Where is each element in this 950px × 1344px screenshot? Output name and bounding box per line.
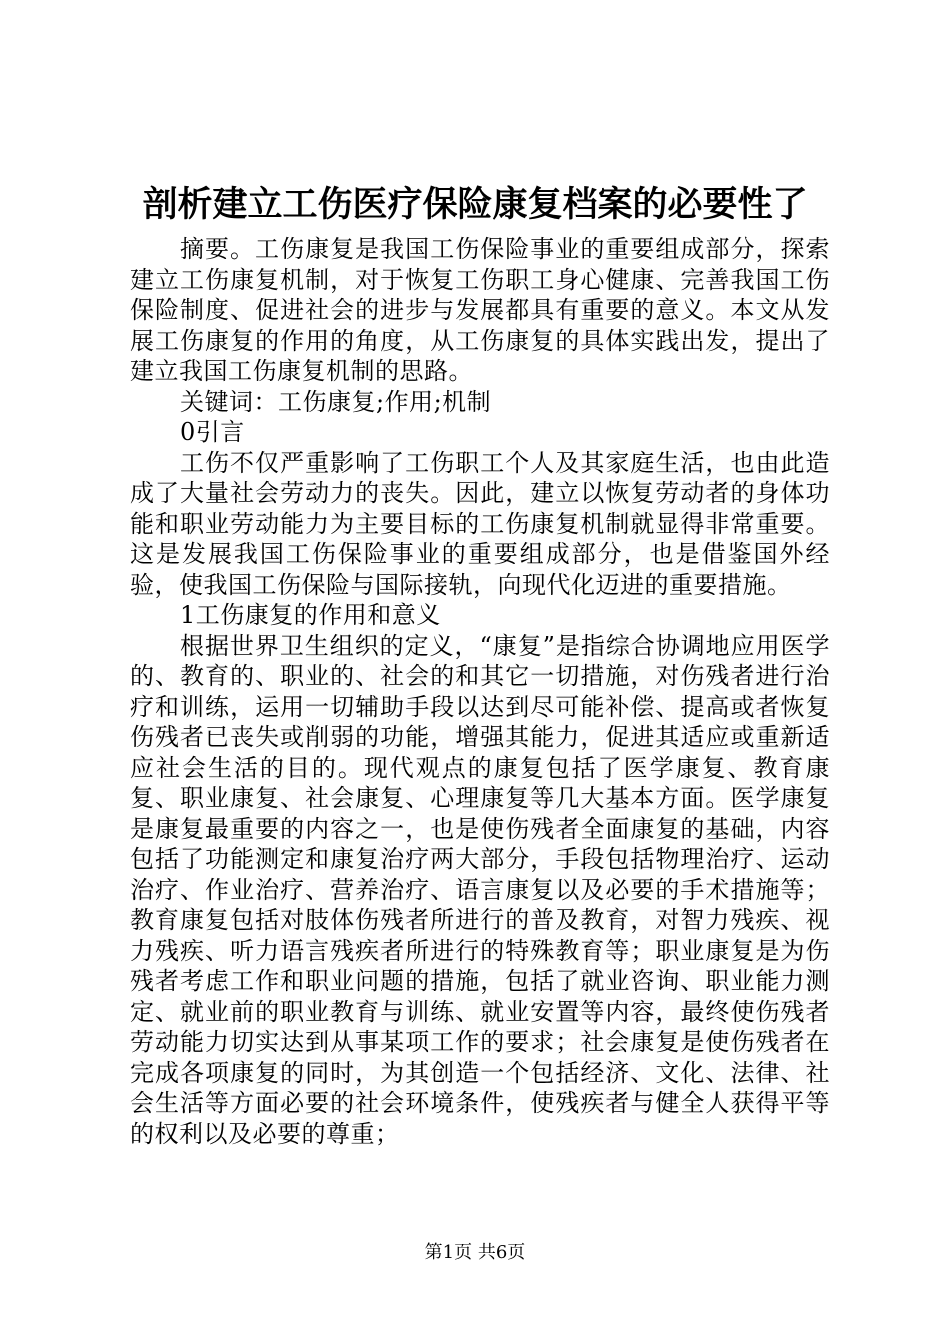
section-heading-role-and-significance: 1工伤康复的作用和意义 (180, 601, 441, 629)
body-paragraph: 根据世界卫生组织的定义，“康复”是指综合协调地应用医学的、教育的、职业的、社会的和其它一切措施，对伤残者进行治疗和训练，运用一切辅助手段以达到尽可能补偿、提高或者恢复伤残者已丧失或削弱的功能，增强其能力，促进其适应或重新适应社会生活的目的。现代观点的康复包括了医学康复、教育康复、职业康复、社会康复、心理康复等几大基本方面。医学康复是康复最重要的内容之一，也是使伤残者全面康复的基础，内容包括了功能测定和康复治疗两大部分，手段包括物理治疗、运动治疗、作业治疗、营养治疗、语言康复以及必要的手术措施等；教育康复包括对肢体伤残者所进行的普及教育，对智力残疾、视力残疾、听力语言残疾者所进行的特殊教育等；职业康复是为伤残者考虑工作和职业问题的措施，包括了就业咨询、职业能力测定、就业前的职业教育与训练、就业安置等内容，最终使伤残者劳动能力切实达到从事某项工作的要求；社会康复是使伤残者在完成各项康复的同时，为其创造一个包括经济、文化、法律、社会生活等方面必要的社会环境条件，使残疾者与健全人获得平等的权利以及必要的尊重； (130, 631, 830, 1148)
introduction-paragraph: 工伤不仅严重影响了工伤职工个人及其家庭生活，也由此造成了大量社会劳动力的丧失。因此，建立以恢复劳动者的身体功能和职业劳动能力为主要目标的工伤康复机制就显得非常重要。这是发展我国工伤保险事业的重要组成部分，也是借鉴国外经验，使我国工伤保险与国际接轨，向现代化迈进的重要措施。 (130, 448, 830, 599)
section-heading-introduction: 0引言 (180, 418, 245, 446)
document-body (130, 234, 830, 1149)
abstract-paragraph: 摘要。工伤康复是我国工伤保险事业的重要组成部分，探索建立工伤康复机制，对于恢复工伤职工身心健康、完善我国工伤保险制度、促进社会的进步与发展都具有重要的意义。本文从发展工伤康复的作用的角度，从工伤康复的具体实践出发，提出了建立我国工伤康复机制的思路。 (130, 235, 830, 385)
keywords-line: 关键词：工伤康复;作用;机制 (180, 387, 492, 416)
document-title: 剖析建立工伤医疗保险康复档案的必要性了 (142, 184, 808, 225)
page-number-footer: 第1页 共6页 (424, 1242, 526, 1263)
